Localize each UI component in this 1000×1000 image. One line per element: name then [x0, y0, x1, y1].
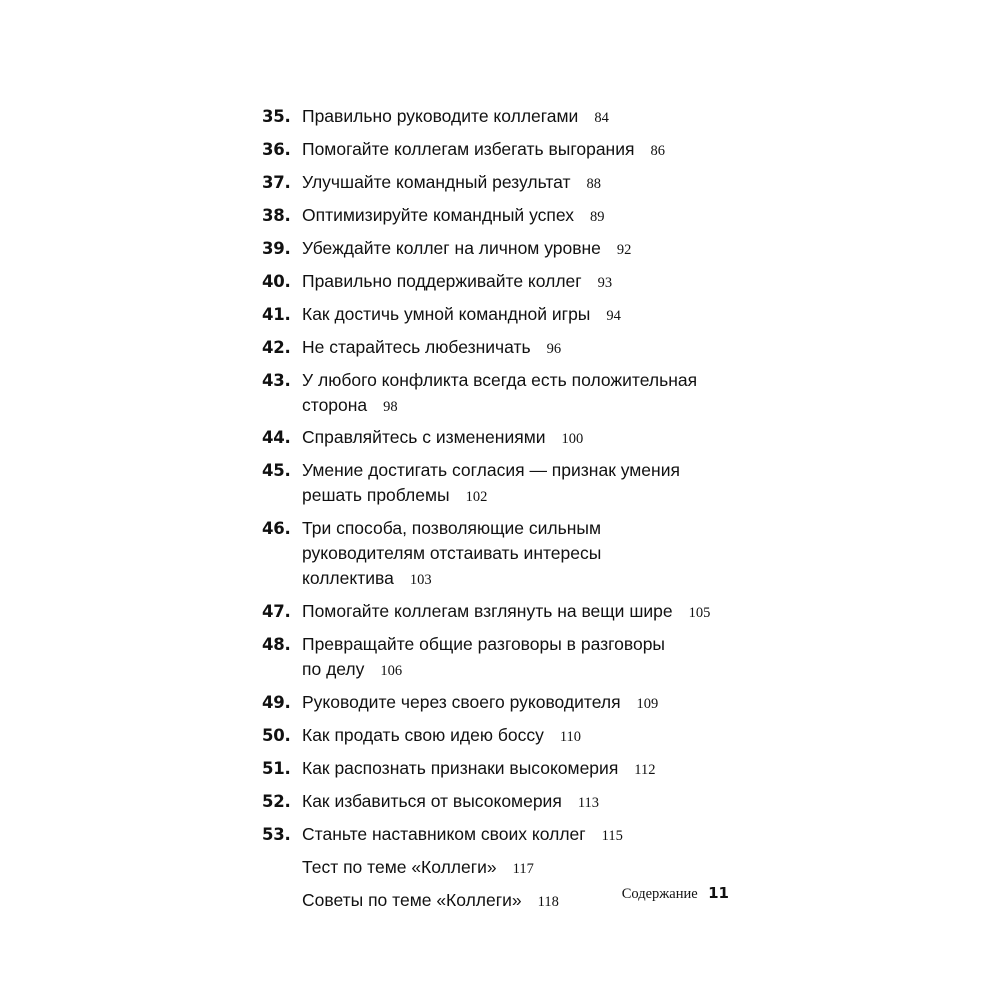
toc-entry-title: [302, 690, 732, 717]
page-footer: [560, 884, 729, 903]
toc-entry-title: [302, 822, 732, 849]
toc-entry-number: 53.: [262, 825, 291, 844]
toc-entry-title-line: [302, 855, 732, 882]
toc-entry: [262, 822, 732, 849]
toc-entry-title: [302, 458, 732, 510]
toc-entry-number: 48.: [262, 635, 291, 654]
toc-entry-number: 41.: [262, 305, 291, 324]
toc-entry-number: 43.: [262, 371, 291, 390]
toc-entry-title-text: по делу: [302, 659, 365, 679]
toc-entry-title-line: [302, 458, 732, 483]
toc-entry-page: 100: [561, 431, 584, 447]
toc-entry-number: 52.: [262, 792, 291, 811]
running-head: Содержание: [621, 886, 698, 902]
toc-entry-title: [302, 632, 732, 684]
toc-entry-page: 98: [383, 399, 398, 415]
toc-entry-title-line: [302, 269, 732, 296]
toc-entry-title-text: Убеждайте коллег на личном уровне: [302, 238, 601, 258]
toc-entry-title-text: Как достичь умной командной игры: [302, 304, 591, 324]
toc-entry-title-line: [302, 723, 732, 750]
toc-entry-page: 110: [559, 729, 582, 745]
toc-entry-page: 88: [586, 176, 602, 192]
toc-entry-number: 36.: [262, 140, 291, 159]
toc-entry-title-line: [302, 393, 732, 420]
toc-entry-page: 94: [606, 308, 621, 324]
toc-entry: [262, 855, 732, 882]
toc-entry: [262, 789, 732, 816]
toc-entry-number: 42.: [262, 338, 291, 357]
toc-entry-title-text: Оптимизируйте командный успех: [302, 205, 574, 225]
toc-entry-title-text: руководителям отстаивать интересы: [302, 543, 602, 563]
toc-entry-title-text: Станьте наставником своих коллег: [302, 824, 586, 844]
toc-entry-title-text: Советы по теме «Коллеги»: [302, 890, 522, 910]
toc-entry-page: 102: [465, 489, 488, 505]
toc-entry-title-line: [302, 425, 732, 452]
toc-entry-title: [302, 599, 732, 626]
toc-entry-title: [302, 236, 732, 263]
toc-entry-title-line: [302, 302, 732, 329]
toc-entry-title-line: [302, 789, 732, 816]
toc-entry-title-text: Помогайте коллегам избегать выгорания: [302, 139, 635, 159]
toc-entry-title-text: Справляйтесь с изменениями: [302, 427, 546, 447]
toc-entry: [262, 170, 732, 197]
toc-entry: [262, 302, 732, 329]
toc-entry-title-line: [302, 657, 732, 684]
toc-entry-title-text: Как продать свою идею боссу: [302, 725, 544, 745]
toc-entry-number: 45.: [262, 461, 291, 480]
toc-entry-page: 118: [537, 894, 559, 910]
toc-entry-title: [302, 170, 732, 197]
toc-entry-page: 109: [636, 696, 659, 712]
toc-entry-page: 105: [688, 605, 711, 621]
toc-entry-title-line: [302, 335, 732, 362]
toc-entry-number: 51.: [262, 759, 291, 778]
toc-entry-title-line: [302, 483, 732, 510]
toc-entry-title-line: [302, 690, 732, 717]
toc-entry: [262, 104, 732, 131]
toc-entry: [262, 335, 732, 362]
toc-entry-page: 117: [512, 861, 534, 877]
toc-entry-title-line: [302, 822, 732, 849]
toc-entry-number: 44.: [262, 428, 291, 447]
toc-entry-number: 37.: [262, 173, 291, 192]
page-number: 11: [708, 884, 729, 902]
toc-entry-title-text: сторона: [302, 395, 368, 415]
toc-entry-page: 103: [409, 572, 432, 588]
toc-entry: [262, 690, 732, 717]
toc-entry-title-line: [302, 599, 732, 626]
toc-entry-title-text: Правильно руководите коллегами: [302, 106, 579, 126]
toc-entry-title: [302, 203, 732, 230]
toc-entry-number: 47.: [262, 602, 291, 621]
toc-entry-title-line: [302, 566, 732, 593]
toc-entry-title-line: [302, 104, 732, 131]
toc-entry-title-line: [302, 632, 732, 657]
toc-entry-title: [302, 269, 732, 296]
toc-entry-page: 115: [601, 828, 623, 844]
toc-entry-number: 40.: [262, 272, 291, 291]
toc-entry-title: [302, 723, 732, 750]
table-of-contents: [262, 104, 732, 921]
toc-entry-title-text: Превращайте общие разговоры в разговоры: [302, 634, 666, 654]
toc-entry-page: 89: [589, 209, 605, 225]
toc-entry: [262, 269, 732, 296]
toc-entry-title-line: [302, 170, 732, 197]
toc-entry-title-text: У любого конфликта всегда есть положительная: [302, 370, 698, 390]
toc-entry-title-line: [302, 137, 732, 164]
toc-entry-number: 38.: [262, 206, 291, 225]
toc-entry: [262, 599, 732, 626]
toc-entry: [262, 425, 732, 452]
toc-entry-title: [302, 516, 732, 593]
toc-entry-title-line: [302, 541, 732, 566]
toc-entry-title: [302, 855, 732, 882]
toc-entry-title: [302, 137, 732, 164]
toc-entry-title-line: [302, 516, 732, 541]
toc-entry: [262, 203, 732, 230]
toc-entry-page: 84: [594, 110, 609, 126]
toc-entry: [262, 458, 732, 510]
toc-entry-title-text: Три способа, позволяющие сильным: [302, 518, 601, 538]
toc-entry-page: 86: [650, 143, 665, 159]
toc-entry-title-text: Руководите через своего руководителя: [302, 692, 621, 712]
toc-entry-title-text: Помогайте коллегам взглянуть на вещи шире: [302, 601, 673, 621]
toc-entry-title-text: Не старайтесь любезничать: [302, 337, 531, 357]
toc-entry-title: [302, 789, 732, 816]
toc-entry-page: 106: [380, 663, 403, 679]
toc-entry-title-text: Как распознать признаки высокомерия: [302, 758, 619, 778]
toc-entry-title-text: Правильно поддерживайте коллег: [302, 271, 582, 291]
toc-entry-title-line: [302, 203, 732, 230]
toc-entry-title: [302, 335, 732, 362]
toc-entry-title-text: Тест по теме «Коллеги»: [302, 857, 497, 877]
toc-entry-number: 49.: [262, 693, 291, 712]
toc-entry-page: 93: [597, 275, 613, 291]
toc-entry: [262, 632, 732, 684]
toc-entry-page: 112: [634, 762, 656, 778]
toc-entry: [262, 137, 732, 164]
toc-entry-title-line: [302, 756, 732, 783]
toc-entry-title-text: решать проблемы: [302, 485, 450, 505]
toc-entry-title: [302, 368, 732, 420]
toc-entry-number: 50.: [262, 726, 291, 745]
toc-entry: [262, 236, 732, 263]
toc-entry: [262, 516, 732, 593]
toc-entry-title: [302, 756, 732, 783]
toc-entry-title-line: [302, 368, 732, 393]
toc-entry-title-text: Умение достигать согласия — признак умения: [302, 460, 680, 480]
toc-entry-title-text: коллектива: [302, 568, 394, 588]
toc-entry-number: 39.: [262, 239, 291, 258]
toc-entry: [262, 756, 732, 783]
toc-entry-number: 46.: [262, 519, 291, 538]
toc-entry: [262, 368, 732, 420]
toc-entry-title-text: Как избавиться от высокомерия: [302, 791, 562, 811]
toc-entry-page: 113: [577, 795, 600, 811]
toc-entry-title: [302, 425, 732, 452]
toc-entry: [262, 723, 732, 750]
toc-entry-title-text: Улучшайте командный результат: [302, 172, 571, 192]
toc-entry-page: 96: [546, 341, 562, 357]
toc-entry-title-line: [302, 236, 732, 263]
toc-entry-number: 35.: [262, 107, 291, 126]
toc-entry-title: [302, 302, 732, 329]
toc-entry-page: 92: [616, 242, 632, 258]
toc-entry-title: [302, 104, 732, 131]
